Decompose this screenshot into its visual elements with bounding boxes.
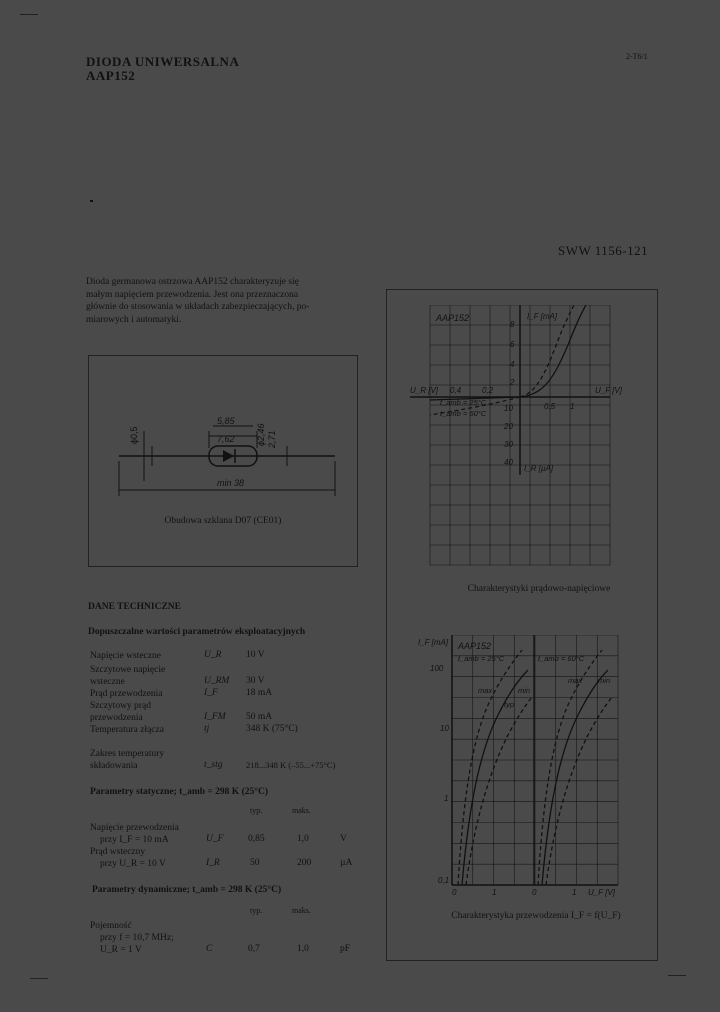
page-ref: 2-T6/1 — [626, 52, 648, 61]
dynamic-label: Pojemność — [90, 921, 132, 931]
doc-code: SWW 1156-121 — [558, 243, 649, 258]
fig2-curve-max-right — [538, 650, 602, 885]
dim-phi246: ϕ2,46 — [256, 423, 266, 446]
package-caption: Obudowa szklana D07 (CE01) — [164, 516, 282, 526]
limit-value: 10 V — [246, 650, 265, 660]
limit-symbol: t_stg — [204, 760, 223, 770]
col-typ-dyn: typ. — [250, 906, 263, 915]
limit-label: Szczytowe napięcie wsteczne — [90, 665, 166, 687]
static-unit: V — [340, 834, 347, 844]
title-line2: AAP152 — [86, 68, 136, 83]
static-condition: przy I_F = 10 mA — [100, 835, 169, 845]
fig2-x-tick: 0 — [532, 888, 537, 897]
fig2-curve-min-left — [466, 697, 532, 885]
fig1-t25-label: t_amb = 25°C — [440, 398, 487, 407]
limit-label: Temperatura złącza — [90, 725, 164, 735]
dim-phi05: ϕ0,5 — [129, 426, 139, 444]
dim-762: 7,62 — [217, 434, 235, 444]
limit-value: 18 mA — [246, 688, 273, 698]
fig2-chart — [418, 635, 638, 897]
fig1-uf-axis: U_F [V] — [595, 386, 622, 395]
dim-271: 2,71 — [267, 430, 277, 448]
fig1-ir-tick: 40 — [504, 458, 513, 467]
description-line: miarowych i automatyki. — [86, 314, 182, 325]
fig2-y-tick: 10 — [440, 724, 449, 733]
description-line: głównie do stosowania w układach zabezpieczających, po- — [86, 302, 310, 312]
limit-label: Napięcie wsteczne — [90, 651, 161, 661]
static-max: 200 — [297, 858, 312, 868]
fig2-curve-label-max: max — [478, 686, 493, 695]
col-typ: typ. — [250, 806, 263, 815]
fig2-grid — [452, 635, 618, 885]
fig1-if-tick: 4 — [510, 360, 515, 369]
fig2-curve-label-max-right: max — [568, 676, 583, 685]
fig2-curve-label-min: min — [518, 686, 531, 695]
title-line1: DIODA UNIWERSALNA — [86, 54, 240, 69]
fig2-x-tick: 1 — [492, 888, 497, 897]
dynamic-max: 1,0 — [297, 944, 309, 954]
fig2-curve-typ-right — [542, 670, 611, 885]
fig2-x-axis-label: U_F [V] — [588, 888, 615, 897]
static-heading: Parametry statyczne; t_amb = 298 K (25°C) — [90, 787, 269, 797]
limit-label: Zakres temperatury składowania — [90, 749, 165, 771]
fig2-y-axis-label: I_F [mA] — [418, 638, 449, 647]
static-label: Prąd wsteczny — [90, 847, 146, 857]
dim-min38: min 38 — [217, 478, 245, 488]
static-typ: 0,85 — [248, 834, 265, 844]
col-maks: maks. — [292, 806, 311, 815]
package-box — [88, 355, 358, 567]
dynamic-heading: Parametry dynamiczne; t_amb = 298 K (25°C) — [92, 885, 282, 895]
limit-value: 50 mA — [246, 712, 273, 722]
fig1-uf-tick: 0,5 — [544, 402, 556, 411]
footer-mark — [30, 978, 48, 979]
limit-symbol: U_RM — [204, 676, 230, 686]
tech-heading: DANE TECHNICZNE — [88, 602, 181, 612]
footer-mark — [668, 975, 686, 976]
description-line: małym napięciem przewodzenia. Jest ona przeznaczona — [86, 289, 299, 300]
limit-symbol: I_FM — [204, 712, 226, 722]
fig2-y-tick: 0,1 — [438, 876, 450, 885]
limit-value: 348 K (75°C) — [246, 724, 298, 734]
fig2-device-label: AAP152 — [458, 641, 492, 651]
static-symbol: I_R — [206, 858, 220, 868]
dot-mark — [90, 200, 93, 202]
fig2-curve-typ-left — [462, 670, 531, 885]
static-typ: 50 — [250, 858, 260, 868]
fig2-curve-label-min-right: min — [598, 676, 611, 685]
dynamic-condition: U_R = 1 V — [100, 945, 142, 955]
fig1-device-label: AAP152 — [436, 313, 470, 323]
limit-symbol: tj — [204, 724, 210, 734]
limit-label: Szczytowy prąd przewodzenia — [90, 701, 151, 723]
fig2-y-tick: 100 — [430, 664, 444, 673]
fig1-ir-tick: 30 — [504, 440, 513, 449]
limit-value: 218...348 K (–55...+75°C) — [246, 760, 336, 770]
dim-585: 5,85 — [217, 416, 235, 426]
dynamic-typ: 0,7 — [248, 944, 260, 954]
fig2-y-tick: 1 — [444, 794, 449, 803]
static-condition: przy U_R = 10 V — [100, 859, 166, 869]
fig1-ir-tick: 10 — [504, 404, 513, 413]
description — [86, 276, 356, 326]
static-symbol: U_F — [206, 834, 224, 844]
fig1-ir-axis: I_R [µA] — [524, 464, 554, 473]
fig1-if-tick: 2 — [510, 378, 515, 387]
fig1-uf-tick: 1 — [570, 402, 575, 411]
limit-symbol: U_R — [204, 650, 222, 660]
fig1-caption: Charakterystyki prądowo-napięciowe — [467, 584, 611, 594]
fig2-caption: Charakterystyka przewodzenia I_F = f(U_F) — [451, 911, 621, 921]
fig1-ir-tick: 20 — [504, 422, 513, 431]
fig1-if-tick: 6 — [510, 340, 515, 349]
fig1-if-axis: I_F [mA] — [527, 312, 558, 321]
static-max: 1,0 — [297, 834, 309, 844]
fig1-ur-tick: 0,4 — [450, 386, 462, 395]
limits-heading: Dopuszczalne wartości parametrów eksploatacyjnych — [88, 627, 306, 637]
fig2-t-right: t_amb = 60°C — [538, 654, 585, 663]
fig1-ur-tick: 0,2 — [482, 386, 494, 395]
description-line: Dioda germanowa ostrzowa AAP152 charakteryzuje się — [86, 277, 299, 287]
static-label: Napięcie przewodzenia — [90, 823, 179, 833]
fig1-chart — [410, 305, 642, 573]
limit-label: Prąd przewodzenia — [90, 689, 163, 699]
fig2-curve-label-typ: typ — [504, 700, 515, 709]
fig2-t-left: t_amb = 25°C — [458, 654, 505, 663]
dynamic-condition: przy f = 10,7 MHz; — [100, 933, 174, 943]
corner-mark — [20, 14, 38, 15]
dynamic-unit: pF — [340, 944, 351, 954]
fig2-x-tick: 0 — [452, 888, 457, 897]
limit-value: 30 V — [246, 676, 265, 686]
static-unit: µA — [340, 858, 353, 868]
fig1-t60-label: t_amb = 60°C — [440, 409, 487, 418]
fig1-ur-axis: U_R [V] — [410, 386, 439, 395]
fig2-x-tick: 1 — [572, 888, 577, 897]
dynamic-symbol: C — [206, 944, 213, 954]
package-drawing — [89, 356, 357, 566]
fig1-if-tick: 8 — [510, 320, 515, 329]
limit-symbol: I_F — [204, 688, 218, 698]
col-maks-dyn: maks. — [292, 906, 311, 915]
